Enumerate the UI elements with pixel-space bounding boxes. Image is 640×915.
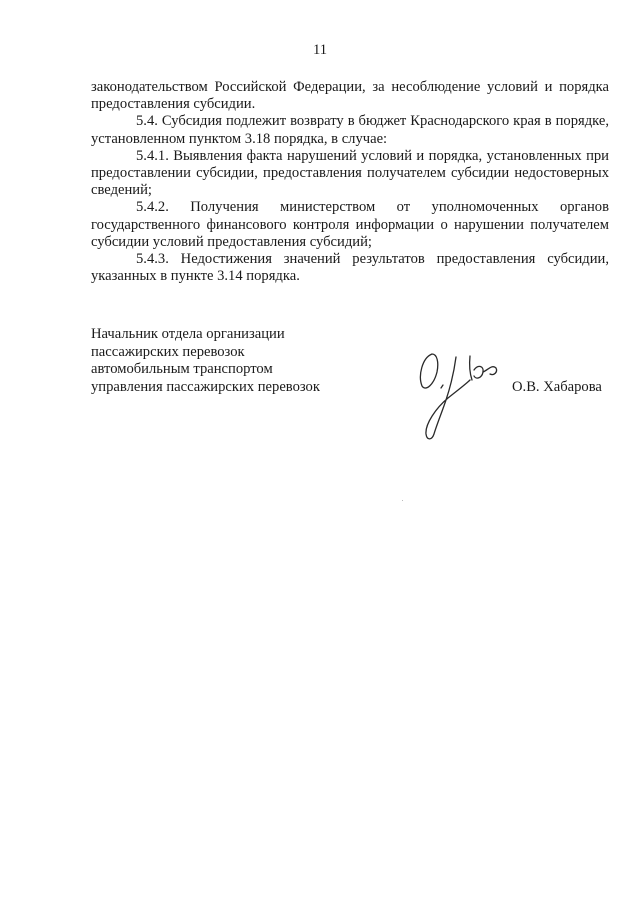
signature-stroke [426,357,470,439]
signer-position [91,326,421,396]
document-body [91,79,609,285]
position-line: Начальник отдела организации [91,326,285,342]
signature-stroke [420,354,437,388]
signature-stroke [441,385,443,388]
paragraph-continuation: законодательством Российской Федерации, за несоблюдение условий и порядка предоставления субсидии. [91,79,609,113]
page-number: 11 [312,42,328,58]
signature-stroke [474,366,483,378]
signature-strokes [420,354,496,439]
scan-artifact [402,500,403,501]
signature-stroke [470,356,472,380]
paragraph-5-4: 5.4. Субсидия подлежит возврату в бюджет Краснодарского края в порядке, установленном пунктом 3.18 порядка, в случае: [91,113,609,147]
signer-name: О.В. Хабарова [512,379,602,395]
position-line: пассажирских перевозок [91,343,245,360]
paragraph-5-4-2: 5.4.2. Получения министерством от уполномоченных органов государственного финансового контроля информации о нарушении получателем субсидии условий предоставления субсидий; [91,199,609,250]
paragraph-5-4-1: 5.4.1. Выявления факта нарушений условий и порядка, установленных при предоставлении субсидии, предоставления получателем субсидии недостоверных сведений; [91,147,609,199]
position-line: управления пассажирских перевозок [91,378,320,395]
position-line: автомобильным транспортом [91,361,273,378]
handwritten-signature [410,342,512,444]
paragraph-5-4-3: 5.4.3. Недостижения значений результатов предоставления субсидии, указанных в пункте 3.14 порядка. [91,251,609,285]
signature-stroke [483,367,497,375]
